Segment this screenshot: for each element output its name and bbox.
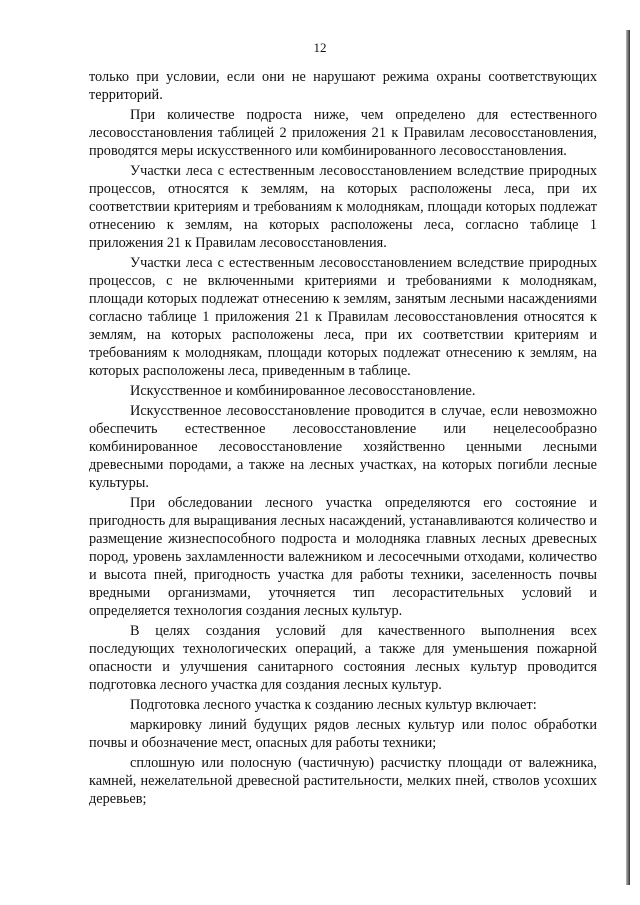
document-body	[89, 68, 597, 810]
paragraph-1: только при условии, если они не нарушают режима охраны соответствующих территорий.	[89, 69, 597, 103]
paragraph-5: Искусственное и комбинированное лесовосстановление.	[130, 383, 476, 399]
paragraph-7: При обследовании лесного участка определяются его состояние и пригодность для выращивания лесных насаждений, устанавливаются количество и размещение жизнеспособного подроста и молодняка главных лесных древесных пород, уровень захламленности валежником и лесосечными отходами, количество и высота пней, пригодность участка для работы техники, заселенность почвы вредными организмами, уточняется тип лесорастительных условий и определяется технология создания лесных культур.	[89, 495, 597, 619]
paragraph-8: В целях создания условий для качественного выполнения всех последующих технологических операций, а также для уменьшения пожарной опасности и улучшения санитарного состояния лесных культур проводится подготовка лесного участка для создания лесных культур.	[89, 623, 597, 693]
paragraph-11: сплошную или полосную (частичную) расчистку площади от валежника, камней, нежелательной древесной растительности, мелких пней, стволов усохших деревьев;	[89, 755, 597, 807]
paragraph-6: Искусственное лесовосстановление проводится в случае, если невозможно обеспечить естественное лесовосстановление или нецелесообразно комбинированное лесовосстановление хозяйственно ценными лесными древесными породами, а также на лесных участках, на которых погибли лесные культуры.	[89, 403, 597, 491]
paragraph-10: маркировку линий будущих рядов лесных культур или полос обработки почвы и обозначение мест, опасных для работы техники;	[89, 717, 597, 751]
paragraph-2: При количестве подроста ниже, чем определено для естественного лесовосстановления таблицей 2 приложения 21 к Правилам лесовосстановления, проводятся меры искусственного или комбинированного лесовосстановления.	[89, 107, 597, 159]
scan-edge-shadow	[626, 30, 630, 885]
paragraph-4: Участки леса с естественным лесовосстановлением вследствие природных процессов, с не включенными критериями и требованиями к молоднякам, площади которых подлежат отнесению к землям, занятым лесными насаждениями согласно таблице 1 приложения 21 к Правилам лесовосстановления относятся к землям, на которых расположены леса, при их соответствии критериям и требованиям к молоднякам, площади которых подлежат отнесению к землям, на которых расположены леса, приведенным в таблице.	[89, 255, 597, 379]
page-number: 12	[313, 40, 327, 55]
paragraph-3: Участки леса с естественным лесовосстановлением вследствие природных процессов, относятся к землям, на которых расположены леса, при их соответствии критериям и требованиям к молоднякам, площади которых подлежат отнесению к землям, на которых расположены леса, согласно таблице 1 приложения 21 к Правилам лесовосстановления.	[89, 163, 597, 251]
paragraph-9: Подготовка лесного участка к созданию лесных культур включает:	[130, 697, 537, 713]
